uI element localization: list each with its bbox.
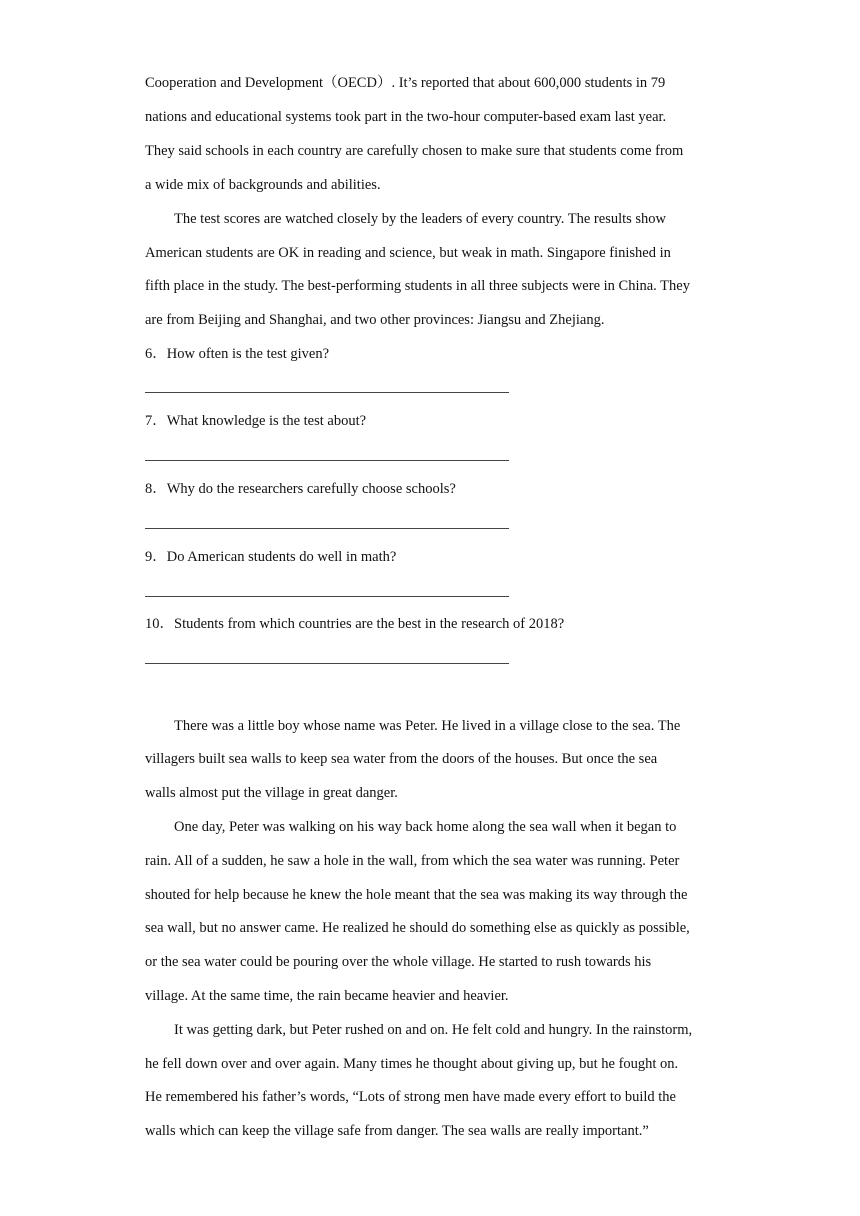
passage-line: are from Beijing and Shanghai, and two other provinces: Jiangsu and Zhejiang. (145, 312, 605, 328)
passage-line: he fell down over and over again. Many times he thought about giving up, but he fought on. (145, 1056, 679, 1072)
answer-line-10[interactable] (145, 663, 509, 664)
passage-line: or the sea water could be pouring over the whole village. He started to rush towards his (145, 954, 652, 970)
passage-line: The test scores are watched closely by the leaders of every country. The results show (174, 211, 667, 227)
passage-line: American students are OK in reading and science, but weak in math. Singapore finished in (145, 245, 671, 261)
passage-line: fifth place in the study. The best-performing students in all three subjects were in China. They (145, 278, 690, 294)
passage-line: Cooperation and Development（OECD）. It’s reported that about 600,000 students in 79 (145, 75, 666, 91)
question-6: 6．How often is the test given? (145, 346, 330, 362)
answer-line-9[interactable] (145, 596, 509, 597)
passage-line: sea wall, but no answer came. He realized he should do something else as quickly as possible, (145, 920, 690, 936)
passage-line: walls which can keep the village safe from danger. The sea walls are really important.” (145, 1123, 649, 1139)
passage-line: rain. All of a sudden, he saw a hole in the wall, from which the sea water was running. Peter (145, 853, 680, 869)
question-10: 10．Students from which countries are the best in the research of 2018? (145, 616, 565, 632)
passage-line: They said schools in each country are carefully chosen to make sure that students come from (145, 143, 684, 159)
question-9: 9．Do American students do well in math? (145, 549, 397, 565)
question-7: 7．What knowledge is the test about? (145, 413, 367, 429)
passage-line: nations and educational systems took part in the two-hour computer-based exam last year. (145, 109, 667, 125)
answer-line-6[interactable] (145, 392, 509, 393)
passage-line: There was a little boy whose name was Peter. He lived in a village close to the sea. The (174, 718, 681, 734)
passage-line: shouted for help because he knew the hole meant that the sea was making its way through the (145, 887, 688, 903)
passage-line: walls almost put the village in great danger. (145, 785, 398, 801)
passage-line: villagers built sea walls to keep sea water from the doors of the houses. But once the sea (145, 751, 658, 767)
passage-line: He remembered his father’s words, “Lots of strong men have made every effort to build the (145, 1089, 676, 1105)
answer-line-7[interactable] (145, 460, 509, 461)
passage-line: a wide mix of backgrounds and abilities. (145, 177, 381, 193)
passage-line: One day, Peter was walking on his way back home along the sea wall when it began to (174, 819, 677, 835)
passage-line: village. At the same time, the rain became heavier and heavier. (145, 988, 509, 1004)
answer-line-8[interactable] (145, 528, 509, 529)
question-8: 8．Why do the researchers carefully choose schools? (145, 481, 456, 497)
passage-line: It was getting dark, but Peter rushed on and on. He felt cold and hungry. In the rainstorm, (174, 1022, 693, 1038)
